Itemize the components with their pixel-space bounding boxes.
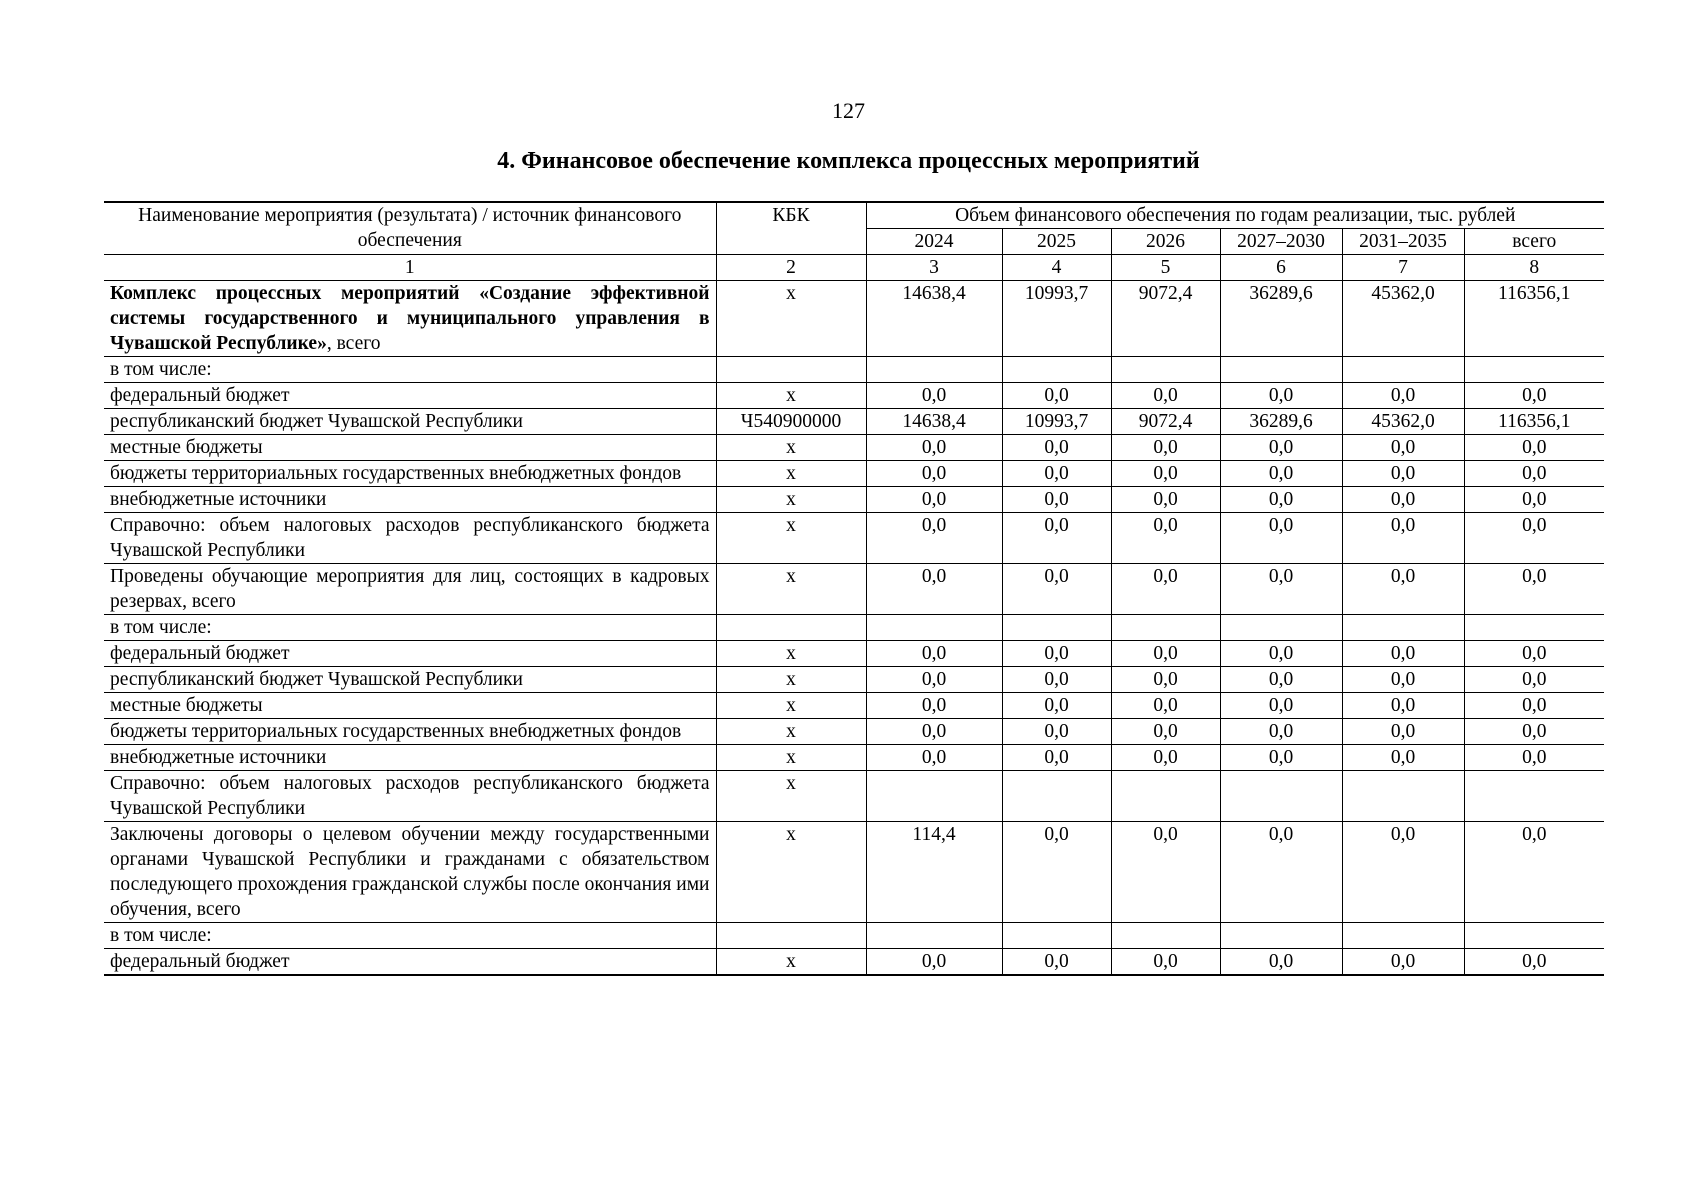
value-total: 0,0 xyxy=(1464,513,1604,564)
value-2026: 0,0 xyxy=(1111,719,1220,745)
value-total xyxy=(1464,923,1604,949)
value-2027-2030: 0,0 xyxy=(1220,513,1342,564)
kbk-cell: х xyxy=(716,822,866,923)
value-2027-2030: 0,0 xyxy=(1220,719,1342,745)
header-kbk-col: КБК xyxy=(716,202,866,255)
value-2026 xyxy=(1111,771,1220,822)
value-2031-2035: 0,0 xyxy=(1342,487,1464,513)
kbk-cell: х xyxy=(716,771,866,822)
value-2027-2030: 0,0 xyxy=(1220,564,1342,615)
kbk-cell xyxy=(716,615,866,641)
value-2026: 0,0 xyxy=(1111,487,1220,513)
value-2024: 0,0 xyxy=(866,461,1002,487)
value-2025: 0,0 xyxy=(1002,513,1111,564)
value-2027-2030: 0,0 xyxy=(1220,383,1342,409)
value-2025: 0,0 xyxy=(1002,822,1111,923)
value-2025: 0,0 xyxy=(1002,461,1111,487)
header-year: 2026 xyxy=(1111,229,1220,255)
row-name: местные бюджеты xyxy=(104,435,716,461)
row-name: бюджеты территориальных государственных внебюджетных фондов xyxy=(104,461,716,487)
value-2025: 0,0 xyxy=(1002,719,1111,745)
value-2027-2030: 0,0 xyxy=(1220,487,1342,513)
row-name: федеральный бюджет xyxy=(104,383,716,409)
value-2024: 0,0 xyxy=(866,564,1002,615)
kbk-cell: х xyxy=(716,513,866,564)
table-row xyxy=(104,745,1604,771)
value-2026: 0,0 xyxy=(1111,693,1220,719)
value-2024: 114,4 xyxy=(866,822,1002,923)
row-name: в том числе: xyxy=(104,923,716,949)
col-number: 4 xyxy=(1002,255,1111,281)
value-2027-2030: 0,0 xyxy=(1220,461,1342,487)
value-2031-2035: 45362,0 xyxy=(1342,409,1464,435)
table-row xyxy=(104,719,1604,745)
value-2027-2030 xyxy=(1220,771,1342,822)
row-name: республиканский бюджет Чувашской Республики xyxy=(104,667,716,693)
value-2026: 0,0 xyxy=(1111,822,1220,923)
kbk-cell: х xyxy=(716,949,866,976)
kbk-cell: х xyxy=(716,719,866,745)
row-name: Справочно: объем налоговых расходов республиканского бюджета Чувашской Республики xyxy=(104,771,716,822)
value-total: 0,0 xyxy=(1464,719,1604,745)
value-total: 0,0 xyxy=(1464,667,1604,693)
header-name-col: Наименование мероприятия (результата) / источник финансового обеспечения xyxy=(104,202,716,255)
value-2031-2035: 0,0 xyxy=(1342,719,1464,745)
financing-table xyxy=(104,201,1604,976)
col-number: 2 xyxy=(716,255,866,281)
value-2026 xyxy=(1111,923,1220,949)
header-total: всего xyxy=(1464,229,1604,255)
header-year: 2031–2035 xyxy=(1342,229,1464,255)
value-2026: 9072,4 xyxy=(1111,409,1220,435)
value-2025: 0,0 xyxy=(1002,435,1111,461)
row-name: Проведены обучающие мероприятия для лиц, состоящих в кадровых резервах, всего xyxy=(104,564,716,615)
kbk-cell: х xyxy=(716,564,866,615)
value-2024: 0,0 xyxy=(866,745,1002,771)
table-row xyxy=(104,641,1604,667)
value-2027-2030: 0,0 xyxy=(1220,641,1342,667)
value-2024 xyxy=(866,771,1002,822)
value-2024: 0,0 xyxy=(866,435,1002,461)
value-2027-2030: 0,0 xyxy=(1220,822,1342,923)
value-total: 0,0 xyxy=(1464,487,1604,513)
value-2031-2035: 0,0 xyxy=(1342,435,1464,461)
value-2025: 0,0 xyxy=(1002,383,1111,409)
row-name-bold: Комплекс процессных мероприятий «Создание эффективной системы государственного и муниципального управления в Чувашской Республике» xyxy=(110,283,710,354)
header-year: 2025 xyxy=(1002,229,1111,255)
value-2026 xyxy=(1111,357,1220,383)
value-2026: 0,0 xyxy=(1111,435,1220,461)
table-row xyxy=(104,615,1604,641)
value-2031-2035 xyxy=(1342,615,1464,641)
value-2024: 0,0 xyxy=(866,949,1002,976)
header-year: 2024 xyxy=(866,229,1002,255)
value-2027-2030: 0,0 xyxy=(1220,693,1342,719)
value-2025: 0,0 xyxy=(1002,641,1111,667)
value-2027-2030 xyxy=(1220,615,1342,641)
table-row xyxy=(104,281,1604,357)
value-2024 xyxy=(866,615,1002,641)
value-2031-2035: 0,0 xyxy=(1342,693,1464,719)
page-number: 127 xyxy=(832,98,865,123)
kbk-cell: Ч540900000 xyxy=(716,409,866,435)
value-total: 0,0 xyxy=(1464,564,1604,615)
table-row xyxy=(104,822,1604,923)
value-total: 0,0 xyxy=(1464,461,1604,487)
kbk-cell: х xyxy=(716,281,866,357)
value-total: 116356,1 xyxy=(1464,409,1604,435)
header-year: 2027–2030 xyxy=(1220,229,1342,255)
col-number: 1 xyxy=(104,255,716,281)
col-number: 5 xyxy=(1111,255,1220,281)
value-2031-2035: 0,0 xyxy=(1342,564,1464,615)
column-numbers-row xyxy=(104,255,1604,281)
table-row xyxy=(104,923,1604,949)
value-2025: 0,0 xyxy=(1002,693,1111,719)
kbk-cell: х xyxy=(716,667,866,693)
value-2024 xyxy=(866,923,1002,949)
value-total: 0,0 xyxy=(1464,693,1604,719)
table-row xyxy=(104,667,1604,693)
row-name: Заключены договоры о целевом обучении между государственными органами Чувашской Республики и гражданами с обязательством последующего прохождения гражданской службы после окончания ими обучения, всего xyxy=(104,822,716,923)
value-2031-2035: 0,0 xyxy=(1342,745,1464,771)
table-row xyxy=(104,357,1604,383)
kbk-cell: х xyxy=(716,383,866,409)
value-2026: 0,0 xyxy=(1111,641,1220,667)
value-2024: 0,0 xyxy=(866,513,1002,564)
col-number: 7 xyxy=(1342,255,1464,281)
value-2031-2035: 0,0 xyxy=(1342,641,1464,667)
value-2025: 10993,7 xyxy=(1002,409,1111,435)
value-2026 xyxy=(1111,615,1220,641)
table-row xyxy=(104,564,1604,615)
kbk-cell: х xyxy=(716,693,866,719)
row-name: местные бюджеты xyxy=(104,693,716,719)
value-2031-2035: 45362,0 xyxy=(1342,281,1464,357)
value-2026: 0,0 xyxy=(1111,667,1220,693)
value-2025: 0,0 xyxy=(1002,564,1111,615)
row-name xyxy=(104,281,716,357)
table-row xyxy=(104,949,1604,976)
value-2024: 0,0 xyxy=(866,667,1002,693)
value-2031-2035: 0,0 xyxy=(1342,822,1464,923)
value-total: 116356,1 xyxy=(1464,281,1604,357)
header-volume-col: Объем финансового обеспечения по годам реализации, тыс. рублей xyxy=(866,202,1604,229)
value-2027-2030: 0,0 xyxy=(1220,745,1342,771)
value-total: 0,0 xyxy=(1464,641,1604,667)
table-row xyxy=(104,435,1604,461)
value-2024: 14638,4 xyxy=(866,281,1002,357)
value-2026: 0,0 xyxy=(1111,949,1220,976)
kbk-cell: х xyxy=(716,745,866,771)
value-2024: 14638,4 xyxy=(866,409,1002,435)
value-2031-2035 xyxy=(1342,771,1464,822)
value-2026: 0,0 xyxy=(1111,564,1220,615)
value-2026: 0,0 xyxy=(1111,745,1220,771)
row-name: федеральный бюджет xyxy=(104,641,716,667)
value-2024: 0,0 xyxy=(866,719,1002,745)
value-total xyxy=(1464,615,1604,641)
row-name-suffix: , всего xyxy=(326,333,381,354)
row-name: федеральный бюджет xyxy=(104,949,716,976)
value-2024: 0,0 xyxy=(866,383,1002,409)
value-2025 xyxy=(1002,357,1111,383)
value-2027-2030: 0,0 xyxy=(1220,949,1342,976)
value-2027-2030: 0,0 xyxy=(1220,435,1342,461)
value-total: 0,0 xyxy=(1464,383,1604,409)
row-name: внебюджетные источники xyxy=(104,487,716,513)
value-2027-2030: 36289,6 xyxy=(1220,281,1342,357)
header-row xyxy=(104,202,1604,229)
value-total: 0,0 xyxy=(1464,435,1604,461)
value-2031-2035: 0,0 xyxy=(1342,383,1464,409)
value-2025: 0,0 xyxy=(1002,487,1111,513)
value-2031-2035: 0,0 xyxy=(1342,949,1464,976)
value-total xyxy=(1464,357,1604,383)
row-name: республиканский бюджет Чувашской Республики xyxy=(104,409,716,435)
value-2027-2030 xyxy=(1220,357,1342,383)
kbk-cell: х xyxy=(716,487,866,513)
value-2024: 0,0 xyxy=(866,641,1002,667)
table-row xyxy=(104,461,1604,487)
col-number: 6 xyxy=(1220,255,1342,281)
table-row xyxy=(104,513,1604,564)
row-name: в том числе: xyxy=(104,357,716,383)
kbk-cell xyxy=(716,357,866,383)
value-2027-2030: 0,0 xyxy=(1220,667,1342,693)
value-2025: 10993,7 xyxy=(1002,281,1111,357)
value-2026: 0,0 xyxy=(1111,461,1220,487)
value-2025 xyxy=(1002,923,1111,949)
table-row xyxy=(104,771,1604,822)
value-2026: 0,0 xyxy=(1111,513,1220,564)
value-2025: 0,0 xyxy=(1002,667,1111,693)
value-2031-2035: 0,0 xyxy=(1342,461,1464,487)
kbk-cell: х xyxy=(716,461,866,487)
value-2027-2030 xyxy=(1220,923,1342,949)
value-total: 0,0 xyxy=(1464,822,1604,923)
col-number: 3 xyxy=(866,255,1002,281)
value-total: 0,0 xyxy=(1464,745,1604,771)
value-2025: 0,0 xyxy=(1002,745,1111,771)
value-2024: 0,0 xyxy=(866,487,1002,513)
value-2031-2035 xyxy=(1342,923,1464,949)
value-2025 xyxy=(1002,771,1111,822)
kbk-cell: х xyxy=(716,435,866,461)
value-2027-2030: 36289,6 xyxy=(1220,409,1342,435)
value-2031-2035 xyxy=(1342,357,1464,383)
value-2025 xyxy=(1002,615,1111,641)
kbk-cell: х xyxy=(716,641,866,667)
value-2024 xyxy=(866,357,1002,383)
table-row xyxy=(104,693,1604,719)
value-2031-2035: 0,0 xyxy=(1342,667,1464,693)
row-name: бюджеты территориальных государственных внебюджетных фондов xyxy=(104,719,716,745)
col-number: 8 xyxy=(1464,255,1604,281)
row-name: внебюджетные источники xyxy=(104,745,716,771)
value-2025: 0,0 xyxy=(1002,949,1111,976)
value-2024: 0,0 xyxy=(866,693,1002,719)
row-name: Справочно: объем налоговых расходов республиканского бюджета Чувашской Республики xyxy=(104,513,716,564)
value-total: 0,0 xyxy=(1464,949,1604,976)
row-name: в том числе: xyxy=(104,615,716,641)
value-2026: 9072,4 xyxy=(1111,281,1220,357)
table-row xyxy=(104,383,1604,409)
section-title: 4. Финансовое обеспечение комплекса процессных мероприятий xyxy=(497,148,1200,174)
value-2031-2035: 0,0 xyxy=(1342,513,1464,564)
kbk-cell xyxy=(716,923,866,949)
table-row xyxy=(104,409,1604,435)
value-total xyxy=(1464,771,1604,822)
table-row xyxy=(104,487,1604,513)
value-2026: 0,0 xyxy=(1111,383,1220,409)
